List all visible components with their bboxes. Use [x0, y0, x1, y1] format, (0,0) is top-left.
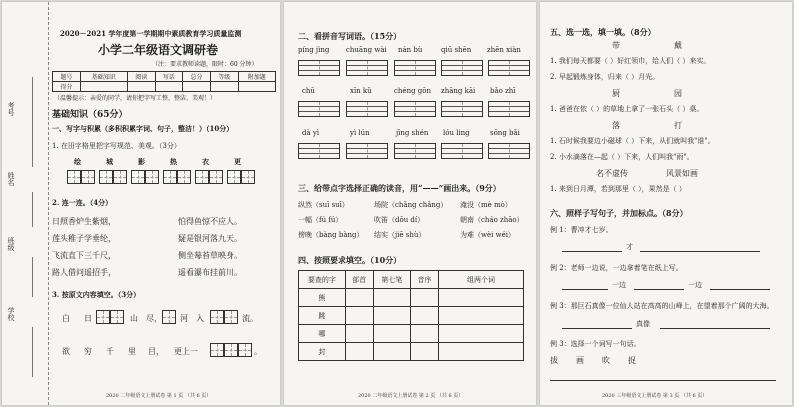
table-cell[interactable] — [373, 325, 410, 343]
pinyin-grid[interactable] — [488, 143, 530, 159]
table-cell[interactable] — [410, 307, 438, 325]
table-char: 跳 — [299, 307, 346, 325]
table-header: 组两个词 — [439, 271, 524, 289]
poem-char: 目， — [148, 347, 164, 356]
poem-right-line[interactable]: 侧坐莓苔草映身。 — [178, 251, 242, 260]
fill-box[interactable] — [162, 310, 176, 324]
table-cell[interactable] — [410, 325, 438, 343]
word-choice: 园 — [674, 89, 682, 98]
pinyin-grid[interactable] — [346, 101, 388, 117]
char-label: 衣 — [202, 157, 209, 166]
question-4-title: 二、看拼音写词语。（15分） — [298, 31, 402, 41]
reading-choice[interactable]: 场院（chǎng chǎng） — [374, 201, 448, 209]
answer-line[interactable] — [562, 328, 632, 329]
reading-choice[interactable]: 淹没（mè mò） — [460, 201, 512, 209]
table-cell[interactable] — [439, 343, 524, 361]
pinyin-label: píng jìng — [298, 46, 330, 54]
question-1a-title: 1. 在田字格里把字写规范、美观。（3分） — [52, 142, 181, 150]
word-choice: 厨 — [612, 89, 620, 98]
reading-choice[interactable]: 纵然（suī suī） — [298, 201, 349, 209]
binding-line — [32, 257, 33, 297]
writing-box[interactable] — [99, 170, 113, 184]
table-row — [299, 289, 524, 307]
pinyin-grid[interactable] — [394, 143, 436, 159]
exam-page-1 — [2, 2, 280, 405]
score-header: 总分 — [183, 72, 211, 82]
pinyin-label: sōng bǎi — [490, 129, 520, 137]
table-cell[interactable] — [345, 343, 373, 361]
char-label: 绘 — [74, 157, 81, 166]
fill-box[interactable] — [110, 310, 124, 324]
word-option: 捉 — [628, 356, 636, 365]
table-cell[interactable] — [439, 325, 524, 343]
writing-box[interactable] — [113, 170, 127, 184]
score-header: 写话 — [155, 72, 183, 82]
poem-right-line[interactable]: 怕得鱼惊不应人。 — [178, 217, 242, 226]
page-footer: 2020 三年级语文上册试卷 第 3 页 （共 6 页） — [602, 393, 708, 399]
score-header: 附加题 — [238, 72, 275, 82]
table-char: 熊 — [299, 289, 346, 307]
table-cell[interactable] — [373, 307, 410, 325]
word-choice: 落 — [612, 121, 620, 130]
question-5-title: 三、给带点字选择正确的读音，用“——”画出来。（9分） — [298, 183, 501, 193]
question-1-title: 一、写字与积累（多积积累字词、句子，整洁！）（10分） — [52, 124, 234, 133]
pinyin-grid[interactable] — [394, 60, 436, 76]
pinyin-grid[interactable] — [298, 101, 340, 117]
poem-left-line[interactable]: 路人借问遥招手， — [52, 268, 116, 277]
answer-line[interactable] — [640, 251, 760, 252]
writing-box[interactable] — [177, 170, 191, 184]
table-char: 哪 — [299, 325, 346, 343]
pinyin-label: chū — [302, 87, 315, 95]
char-label: 热 — [170, 157, 177, 166]
writing-box[interactable] — [81, 170, 95, 184]
pinyin-grid[interactable] — [488, 60, 530, 76]
writing-box[interactable] — [163, 170, 177, 184]
poem-char: 千 — [106, 347, 114, 356]
binding-label-exam-no: 考号 — [7, 102, 15, 116]
pinyin-grid[interactable] — [441, 143, 483, 159]
score-cell[interactable] — [155, 82, 183, 92]
pinyin-label: chéng gōn — [394, 87, 431, 95]
exam-page-2 — [284, 2, 536, 405]
binding-line — [32, 327, 33, 377]
poem-char: 尽， — [146, 314, 162, 323]
reading-choice[interactable]: 傍晚（bàng bàng） — [298, 231, 364, 239]
char-label: 影 — [138, 157, 145, 166]
binding-label-class: 班级 — [7, 237, 15, 251]
table-cell[interactable] — [410, 343, 438, 361]
table-row — [299, 307, 524, 325]
table-header: 音序 — [410, 271, 438, 289]
table-cell[interactable] — [345, 307, 373, 325]
table-cell[interactable] — [373, 289, 410, 307]
answer-line[interactable] — [562, 289, 608, 290]
score-cell[interactable] — [80, 82, 127, 92]
word-choice: 打 — [674, 121, 682, 130]
answer-line[interactable] — [710, 289, 770, 290]
word-choice: 名不虚传 — [596, 169, 628, 178]
pinyin-label: dà yì — [302, 129, 320, 137]
poem-char: 入 — [196, 314, 204, 323]
poem-left-line[interactable]: 日照香炉生紫烟， — [52, 217, 116, 226]
pinyin-grid[interactable] — [346, 143, 388, 159]
fill-sentence[interactable]: 2. 早起锻炼身体，归来（ ）月光。 — [550, 73, 660, 81]
answer-line[interactable] — [634, 289, 684, 290]
page-footer: 2020 二年级语文上册试卷 第 1 页 （共 6 页） — [106, 393, 212, 399]
table-cell[interactable] — [345, 325, 373, 343]
word-option: 拔 — [550, 356, 558, 365]
example-sentence: 例 3：选择一个词写一句话。 — [550, 340, 641, 348]
score-cell[interactable] — [127, 82, 155, 92]
question-8-title: 六、照样子写句子，并加标点。（8分） — [550, 208, 688, 218]
word-choice: 带 — [612, 41, 620, 50]
table-header: 第七笔 — [373, 271, 410, 289]
fill-box[interactable] — [224, 343, 238, 357]
fill-sentence[interactable]: 1. 石时候我要边小磁球（ ）下来，从们就叫我"谁"。 — [550, 137, 715, 145]
pinyin-label: zhāng kāi — [441, 87, 476, 95]
pinyin-grid[interactable] — [346, 60, 388, 76]
score-row-label: 得分 — [53, 82, 81, 92]
fill-word: 才 — [626, 243, 633, 251]
example-sentence: 例 2：老师一边说，一边拿着笔在纸上写。 — [550, 264, 683, 272]
dictionary-table — [298, 270, 524, 361]
word-option: 吹 — [602, 356, 610, 365]
pinyin-label: jīng shén — [396, 129, 429, 137]
score-cell[interactable] — [183, 82, 211, 92]
poem-char: 欲 — [62, 347, 70, 356]
answer-line[interactable] — [660, 328, 770, 329]
writing-box[interactable] — [131, 170, 145, 184]
score-header: 基础知识 — [80, 72, 127, 82]
table-header: 部首 — [345, 271, 373, 289]
pinyin-label: zhēn xiàn — [487, 46, 521, 54]
example-sentence: 例 1：曹冲才七岁。 — [550, 226, 613, 234]
fill-word: 一边 — [612, 281, 626, 289]
pinyin-label: bǎo zhī — [490, 87, 516, 95]
poem-char: 流。 — [242, 314, 258, 323]
binding-line — [32, 77, 33, 167]
fill-box[interactable] — [210, 343, 224, 357]
char-label: 更 — [234, 157, 241, 166]
writing-box[interactable] — [227, 170, 241, 184]
table-cell[interactable] — [439, 289, 524, 307]
poem-char: 白 — [62, 314, 70, 323]
binding-label-school: 学校 — [7, 307, 15, 321]
poem-left-line[interactable]: 飞流直下三千尺， — [52, 251, 116, 260]
fill-word: 真像 — [636, 320, 650, 328]
fill-word: 一边 — [688, 281, 702, 289]
table-cell[interactable] — [410, 289, 438, 307]
fill-sentence[interactable]: 1. 来到日月潭，若到那里（ ），果然是（ ） — [550, 185, 686, 193]
pinyin-label: qiū shēn — [441, 46, 472, 54]
exam-header: 2020－2021 学年度第一学期期中素质教育学习质量监测 — [60, 29, 242, 38]
pinyin-grid[interactable] — [441, 60, 483, 76]
exam-page-3 — [540, 2, 792, 405]
poem-left-line[interactable]: 莲头稚子学垂纶， — [52, 234, 116, 243]
reading-choice[interactable]: 吹笛（dōu dí） — [374, 216, 425, 224]
writing-box[interactable] — [195, 170, 209, 184]
char-label: 城 — [106, 157, 113, 166]
word-choice: 戴 — [674, 41, 682, 50]
score-header: 阅读 — [127, 72, 155, 82]
page-footer: 2020 二年级语文上册试卷 第 2 页 （共 6 页） — [358, 393, 464, 399]
time-note: （注：要求教师读题，限时：60 分钟） — [152, 61, 258, 68]
pinyin-label: chuāng wài — [346, 46, 387, 54]
pinyin-label: xīn kǔ — [350, 87, 372, 95]
score-table — [52, 71, 276, 92]
exam-title: 小学二年级语文调研卷 — [98, 43, 219, 57]
poem-char: 里 — [128, 347, 136, 356]
table-header: 要查的字 — [299, 271, 346, 289]
poem-right-line[interactable]: 疑是银河落九天。 — [178, 234, 242, 243]
pinyin-grid[interactable] — [488, 101, 530, 117]
word-choice: 风景如画 — [666, 169, 698, 178]
pinyin-label: yì lún — [350, 129, 370, 137]
pinyin-grid[interactable] — [394, 101, 436, 117]
section-title: 基础知识（65分） — [52, 110, 128, 120]
fill-sentence[interactable]: 1. 我们每天都要（ ）好红领巾，给人们（ ）来实。 — [550, 57, 711, 65]
poem-char: 更上一 — [174, 347, 198, 356]
writing-box[interactable] — [241, 170, 255, 184]
reading-choice[interactable]: 结实（jiē shù） — [374, 231, 426, 239]
fill-box[interactable] — [210, 310, 224, 324]
table-cell[interactable] — [345, 289, 373, 307]
table-cell[interactable] — [439, 307, 524, 325]
poem-char: 日 — [84, 314, 92, 323]
question-3-title: 3. 按原文内容填空。（3分） — [52, 290, 141, 299]
fill-box[interactable] — [238, 343, 252, 357]
question-7-title: 五、选一选，填一填。（8分） — [550, 27, 656, 37]
reading-choice[interactable]: 朝南（cháo zhāo） — [460, 216, 524, 224]
score-header: 等级 — [210, 72, 238, 82]
binding-strip — [2, 2, 49, 405]
pinyin-label: lóu ling — [443, 129, 470, 137]
table-row — [299, 343, 524, 361]
fill-box[interactable] — [224, 310, 238, 324]
poem-char: 。 — [254, 347, 262, 356]
example-sentence: 例 3：那巨石真像一位仙人站在高高的山峰上，在望着那个广阔的大海。 — [550, 302, 774, 310]
poem-char: 河 — [180, 314, 188, 323]
question-2-title: 2. 连一连。（4分） — [52, 198, 113, 207]
score-cell[interactable] — [210, 82, 238, 92]
pinyin-grid[interactable] — [298, 60, 340, 76]
table-cell[interactable] — [373, 343, 410, 361]
pinyin-grid[interactable] — [441, 101, 483, 117]
fill-sentence[interactable]: 1. 爸爸在依（ ）的草地上拿了一张石头（ ）桌。 — [550, 105, 704, 113]
writing-box[interactable] — [67, 170, 81, 184]
score-header: 题号 — [53, 72, 81, 82]
table-char: 封 — [299, 343, 346, 361]
writing-box[interactable] — [145, 170, 159, 184]
poem-right-line[interactable]: 遥看瀑布挂前川。 — [178, 268, 242, 277]
answer-line[interactable] — [550, 380, 776, 381]
pinyin-grid[interactable] — [298, 143, 340, 159]
binding-label-name: 姓名 — [7, 172, 15, 186]
poem-char: 山 — [130, 314, 138, 323]
writing-box[interactable] — [209, 170, 223, 184]
score-cell[interactable] — [238, 82, 275, 92]
pinyin-label: nán bù — [398, 46, 423, 54]
reading-choice[interactable]: 一幅（fú fú） — [298, 216, 343, 224]
fill-sentence[interactable]: 2. 小水滴落在—起（ ）下来，人们叫我"雨"。 — [550, 153, 694, 161]
word-option: 画 — [576, 356, 584, 365]
reading-choice[interactable]: 为难（wèi wéi） — [460, 231, 515, 239]
answer-line[interactable] — [562, 251, 622, 252]
binding-line — [32, 192, 33, 227]
table-row — [299, 325, 524, 343]
fill-box[interactable] — [96, 310, 110, 324]
question-6-title: 四、按照要求填空。（10分） — [298, 255, 402, 265]
poem-char: 穷 — [84, 347, 92, 356]
friendly-tip: （温馨提示：亲爱的同学，请你把字写工整、整洁、美观！） — [54, 95, 217, 102]
